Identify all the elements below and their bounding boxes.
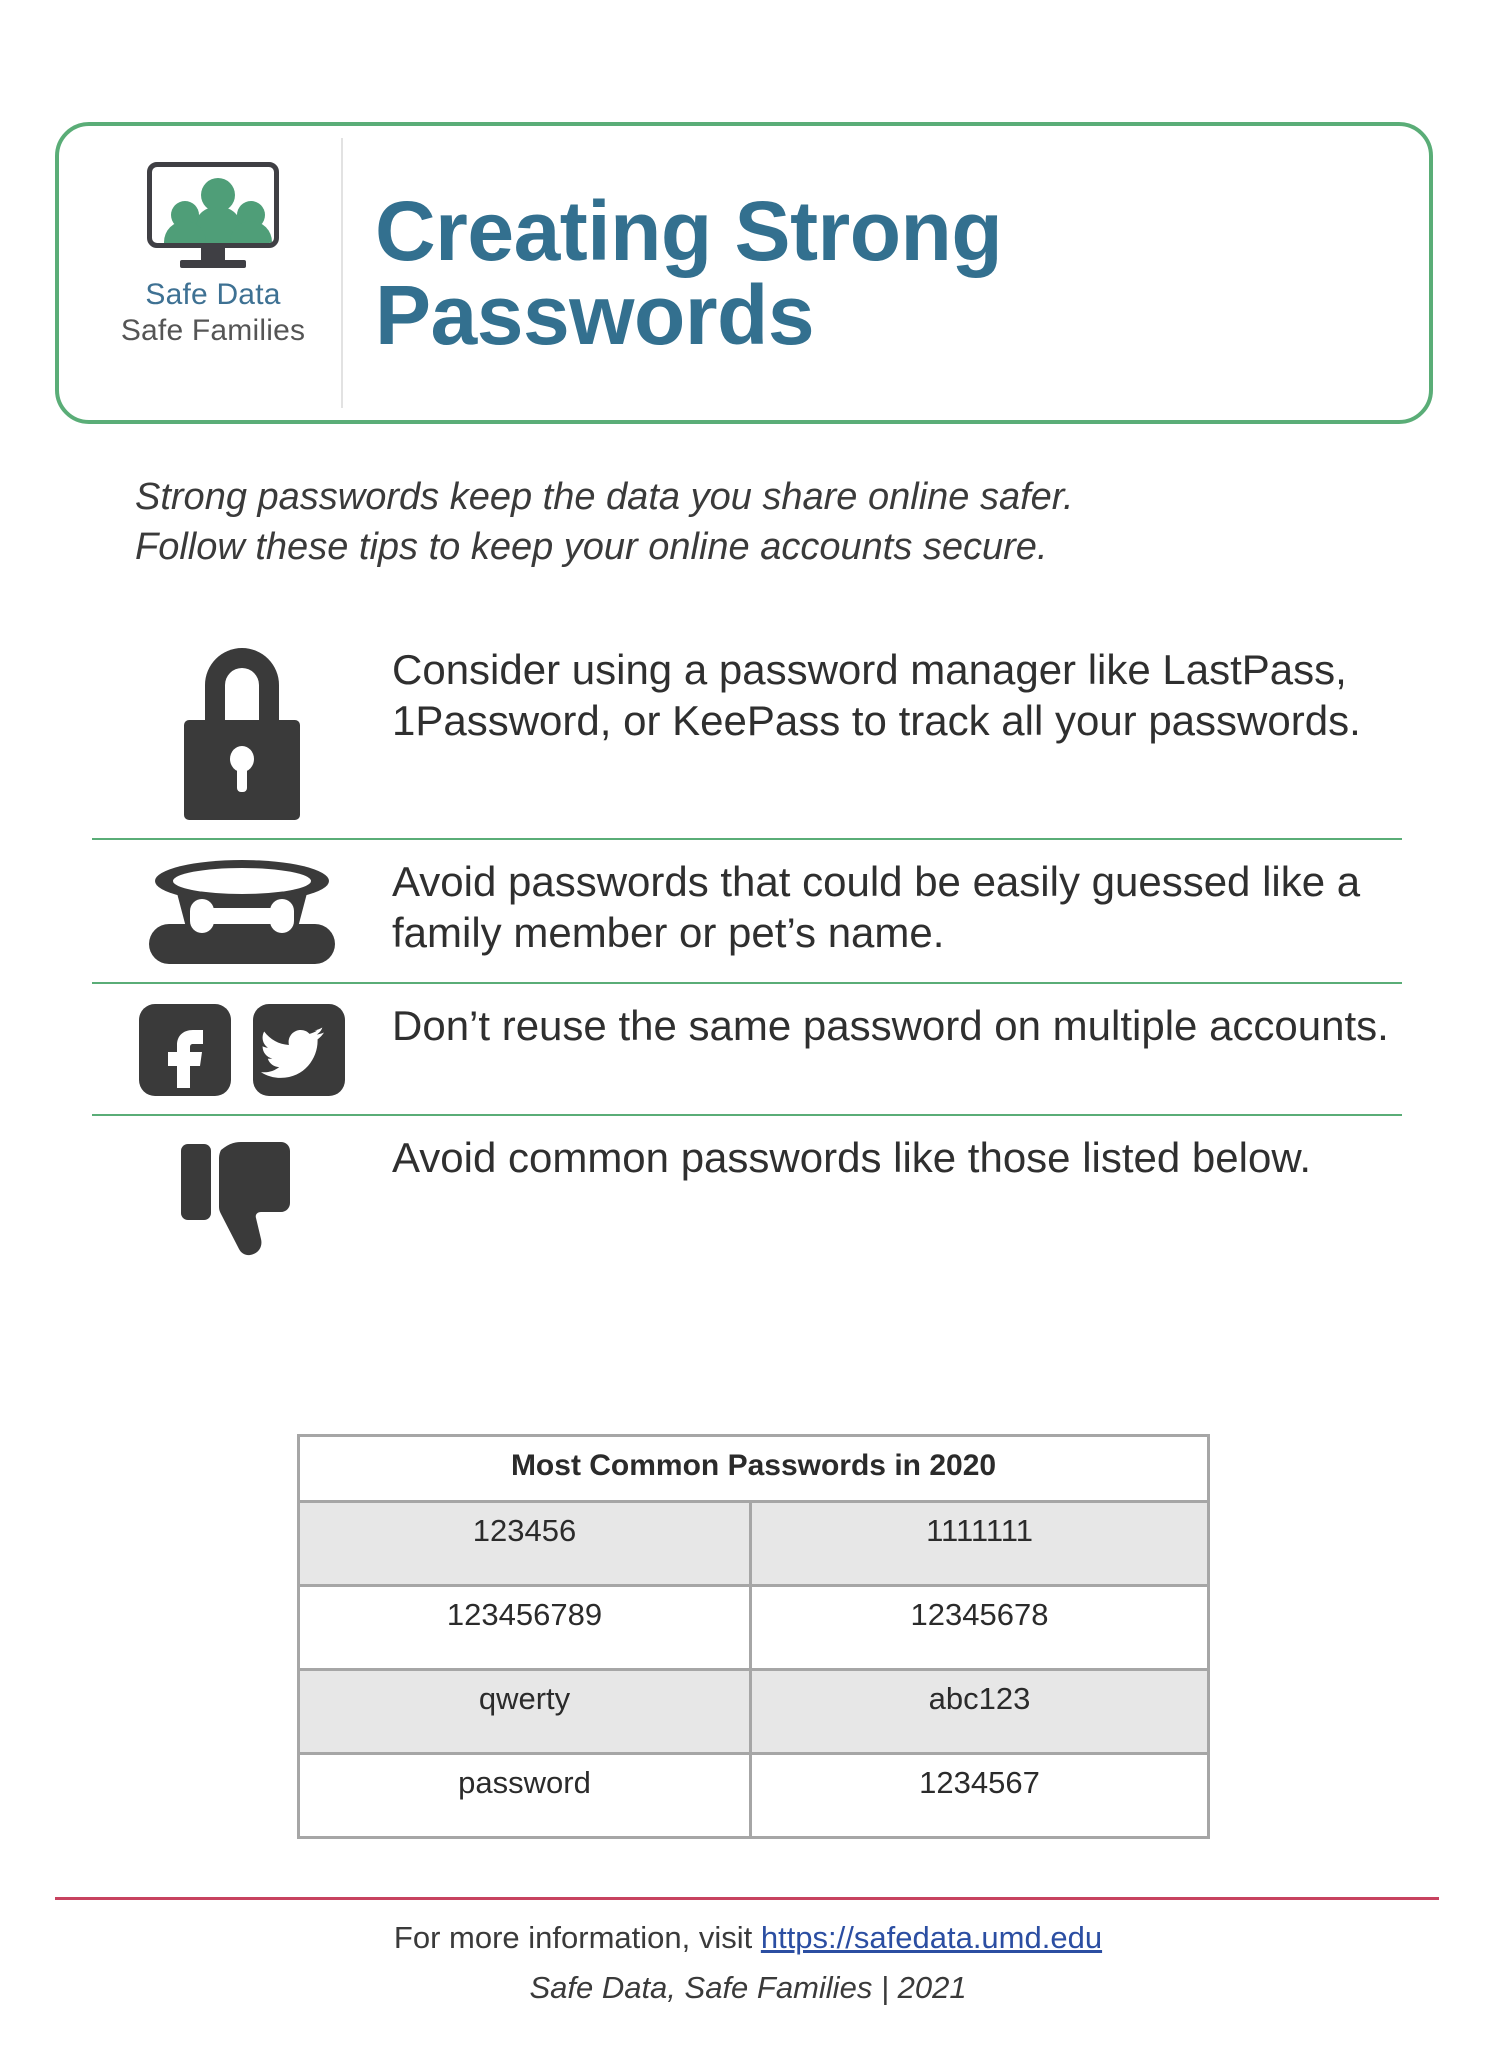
tip-row bbox=[92, 1116, 1402, 1284]
tip-text: Avoid passwords that could be easily guessed like a family member or pet’s name. bbox=[392, 858, 1361, 957]
monitor-screen bbox=[147, 162, 279, 248]
table-cell-password: password bbox=[299, 1754, 751, 1838]
page-title: Creating Strong Passwords bbox=[375, 184, 1003, 362]
logo-text-safe-data: Safe Data bbox=[145, 278, 281, 311]
common-passwords-table-wrap bbox=[297, 1434, 1207, 1839]
table-row bbox=[299, 1754, 1209, 1838]
intro-line-1: Strong passwords keep the data you share online safer. bbox=[135, 476, 1074, 518]
monitor-neck bbox=[201, 247, 225, 261]
table-cell-password: abc123 bbox=[751, 1670, 1209, 1754]
intro-line-2: Follow these tips to keep your online accounts secure. bbox=[135, 526, 1048, 569]
twitter-icon bbox=[253, 1004, 345, 1096]
tip-row bbox=[92, 984, 1402, 1116]
bone-shape bbox=[204, 908, 280, 924]
dog-bowl-icon bbox=[149, 860, 335, 964]
table-row bbox=[299, 1502, 1209, 1586]
tip-text: Avoid common passwords like those listed below. bbox=[392, 1134, 1312, 1181]
page-title-wrap bbox=[343, 126, 1429, 420]
tip-icon-slot bbox=[92, 998, 392, 1096]
footer bbox=[0, 1920, 1496, 2006]
safedata-website-link[interactable]: https://safedata.umd.edu bbox=[760, 1920, 1103, 1955]
footer-prefix: For more information, visit bbox=[393, 1920, 761, 1955]
tip-icon-slot bbox=[92, 1130, 392, 1266]
logo-text-safe-families: Safe Families bbox=[120, 314, 306, 347]
thumbs-down-icon bbox=[177, 1136, 307, 1266]
social-icons-group bbox=[139, 1004, 345, 1096]
intro-paragraph bbox=[135, 472, 1385, 572]
header-banner bbox=[55, 122, 1433, 424]
table-cell-password: 1234567 bbox=[751, 1754, 1209, 1838]
table-cell-password: qwerty bbox=[299, 1670, 751, 1754]
table-cell-password: 1111111 bbox=[751, 1502, 1209, 1586]
tip-icon-slot bbox=[92, 854, 392, 964]
table-cell-password: 12345678 bbox=[751, 1586, 1209, 1670]
padlock-icon bbox=[180, 648, 304, 820]
table-cell-password: 123456 bbox=[299, 1502, 751, 1586]
table-row bbox=[299, 1586, 1209, 1670]
tip-row bbox=[92, 628, 1402, 840]
footer-credit: Safe Data, Safe Families | 2021 bbox=[529, 1970, 967, 2005]
table-cell-password: 123456789 bbox=[299, 1586, 751, 1670]
tip-text: Consider using a password manager like LastPass, 1Password, or KeePass to track all your passwords. bbox=[392, 646, 1361, 745]
logo-block bbox=[85, 138, 343, 408]
facebook-icon bbox=[139, 1004, 231, 1096]
common-passwords-table bbox=[297, 1434, 1210, 1839]
footer-divider bbox=[55, 1897, 1439, 1900]
monitor-base bbox=[180, 260, 246, 268]
tip-icon-slot bbox=[92, 642, 392, 820]
table-caption: Most Common Passwords in 2020 bbox=[299, 1436, 1209, 1502]
tip-text: Don’t reuse the same password on multiple accounts. bbox=[392, 1002, 1389, 1049]
table-row bbox=[299, 1670, 1209, 1754]
table-header-row bbox=[299, 1436, 1209, 1502]
tips-list bbox=[92, 628, 1402, 1284]
family-on-monitor-icon bbox=[147, 162, 279, 268]
tip-row bbox=[92, 840, 1402, 984]
footer-info-line bbox=[0, 1920, 1496, 1956]
